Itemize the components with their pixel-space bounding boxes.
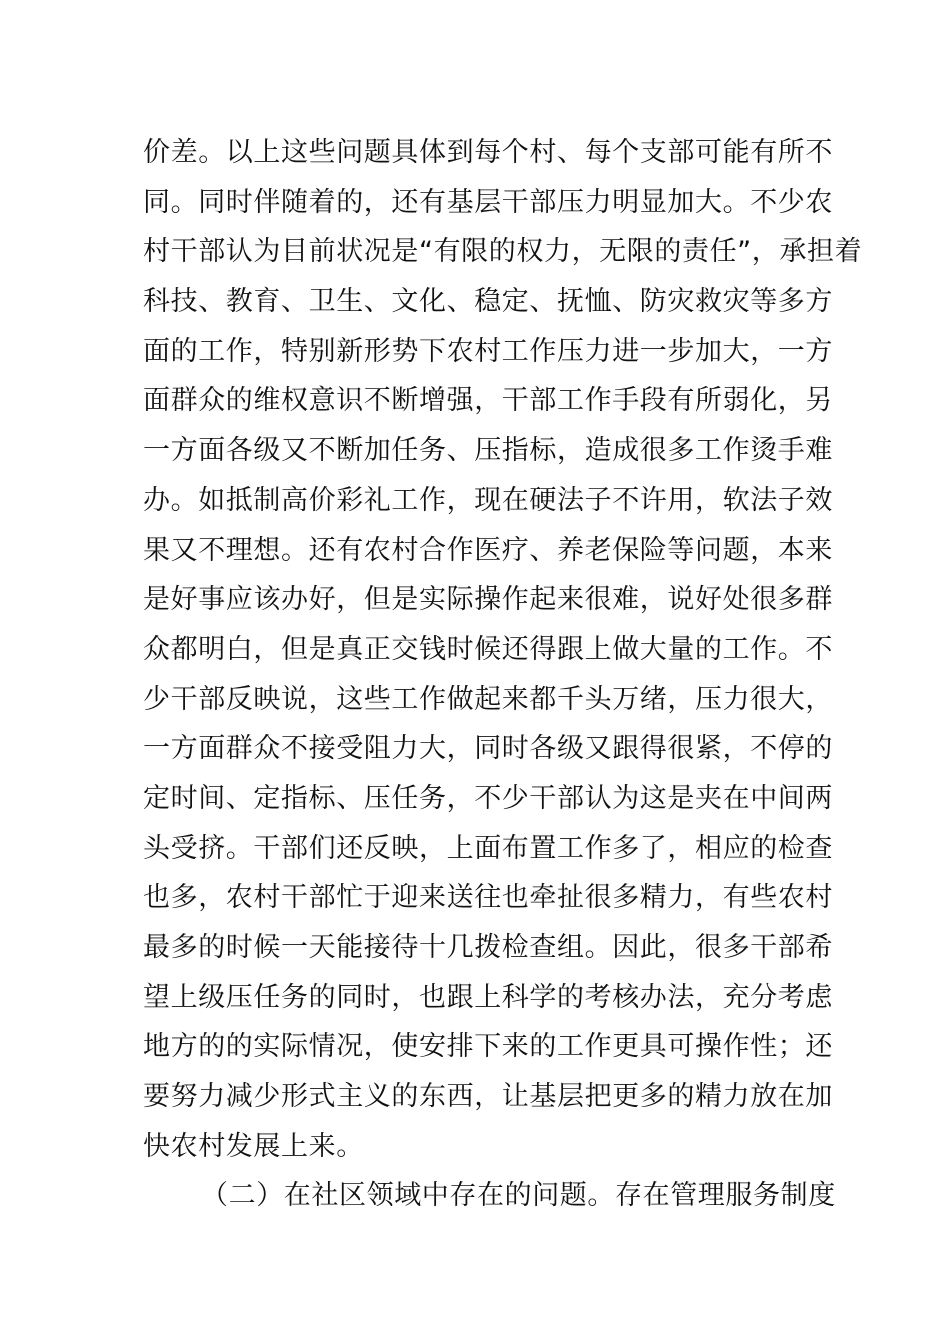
text-line: 是好事应该办好，但是实际操作起来很难，说好处很多群 [143,584,833,616]
text-line: 面的工作，特别新形势下农村工作压力进一步加大，一方 [143,335,833,367]
text-line: 望上级压任务的同时，也跟上科学的考核办法，充分考虑 [143,981,833,1013]
body-text [143,128,863,1221]
text-line: 地方的的实际情况，使安排下来的工作更具可操作性；还 [143,1031,833,1063]
text-line: 科技、教育、卫生、文化、稳定、抚恤、防灾救灾等多方 [143,286,833,318]
text-line: 少干部反映说，这些工作做起来都千头万绪，压力很大， [143,683,833,715]
text-line: 要努力减少形式主义的东西，让基层把更多的精力放在加 [143,1081,833,1113]
text-line: 面群众的维权意识不断增强，干部工作手段有所弱化，另 [143,385,833,417]
text-line: 果又不理想。还有农村合作医疗、养老保险等问题，本来 [143,534,833,566]
text-line: 最多的时候一天能接待十几拨检查组。因此，很多干部希 [143,932,833,963]
text-line: 也多，农村干部忙于迎来送往也牵扯很多精力，有些农村 [143,882,833,914]
text-line: 众都明白，但是真正交钱时候还得跟上做大量的工作。不 [143,633,833,665]
text-line: 一方面各级又不断加任务、压指标，造成很多工作烫手难 [143,435,833,467]
text-line: 村干部认为目前状况是“有限的权力，无限的责任”，承担着 [143,236,863,268]
text-line: 价差。以上这些问题具体到每个村、每个支部可能有所不 [143,137,833,168]
text-line: 同。同时伴随着的，还有基层干部压力明显加大。不少农 [143,186,833,218]
text-line: 定时间、定指标、压任务，不少干部认为这是夹在中间两 [143,782,833,814]
text-line: 头受挤。干部们还反映，上面布置工作多了，相应的检查 [143,832,833,864]
text-line: 快农村发展上来。 [143,1130,364,1162]
text-line: 一方面群众不接受阻力大，同时各级又跟得很紧，不停的 [143,733,833,765]
text-line: 办。如抵制高价彩礼工作，现在硬法子不许用，软法子效 [143,484,833,516]
section-heading-line: （二）在社区领域中存在的问题。存在管理服务制度 [201,1180,836,1212]
